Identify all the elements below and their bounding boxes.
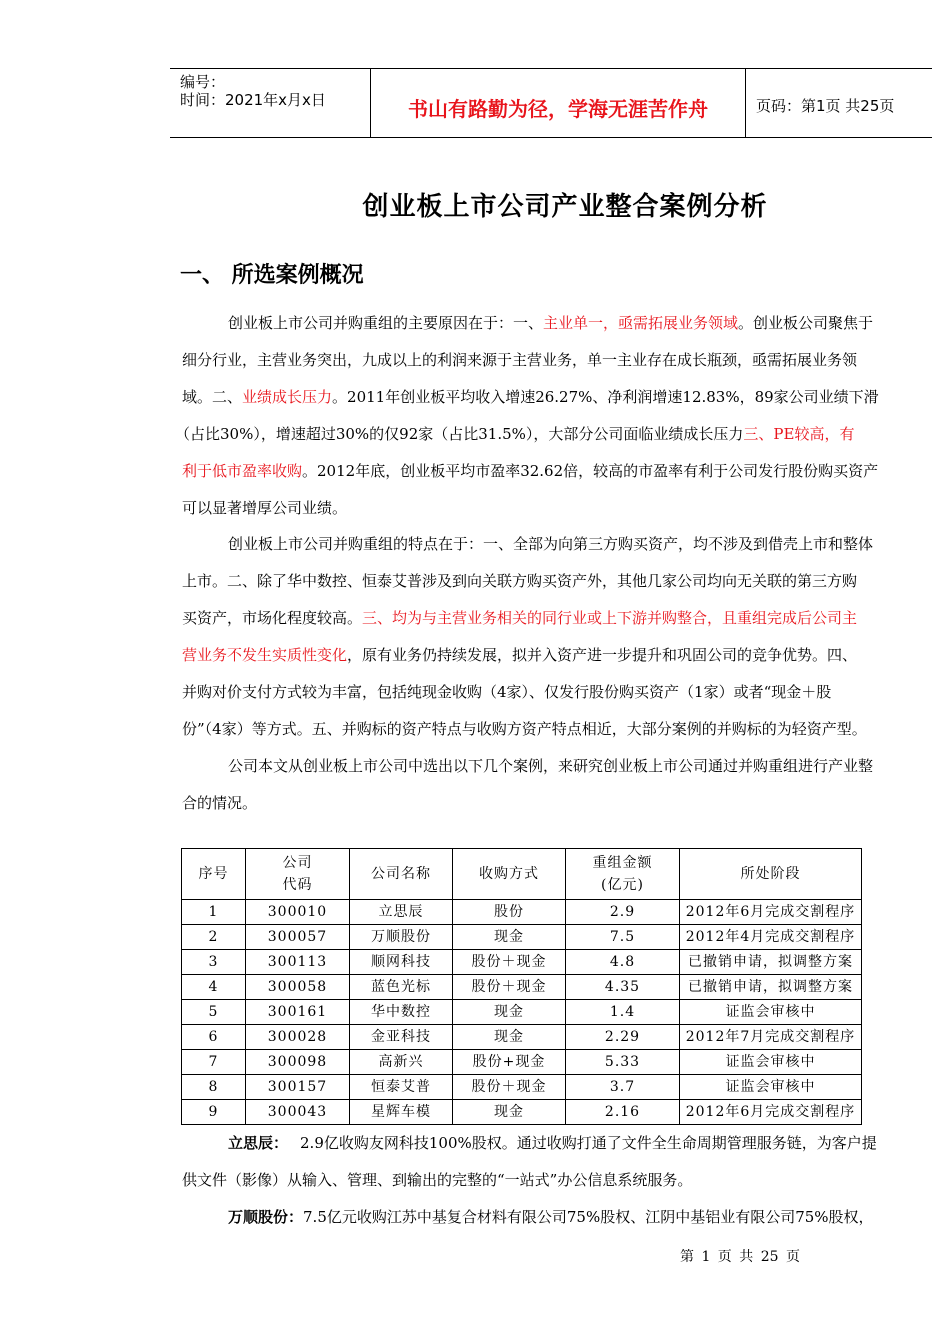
cell-amount: 4.8 [566,950,680,975]
doc-number-label: 编号： [180,73,226,91]
text-run: 。2011年创业板平均收入增速26.27%、净利润增速12.83%，89家公司业绩下滑 [332,388,879,406]
header-page-cell [746,69,932,137]
cell-method: 股份+现金 [453,1050,566,1075]
page-header [170,68,932,138]
cell-method: 现金 [453,1100,566,1125]
table-row [182,1050,862,1075]
cell-method: 现金 [453,1025,566,1050]
cell-code: 300161 [246,1000,350,1025]
cell-amount: 7.5 [566,925,680,950]
header-cell-code [246,849,350,900]
cell-code: 300043 [246,1100,350,1125]
cell-amount: 2.29 [566,1025,680,1050]
cell-method: 现金 [453,925,566,950]
highlight-text: 利于低市盈率收购 [182,462,303,480]
text-run: 买资产，市场化程度较高。 [182,609,363,627]
page-number-label: 页码：第1页 共25页 [756,97,895,115]
cell-code: 300057 [246,925,350,950]
paragraph-line: 细分行业，主营业务突出，九成以上的利润来源于主营业务，单一主业存在成长瓶颈，亟需拓展业务领 [182,351,858,369]
cell-code: 300058 [246,975,350,1000]
highlight-text: 业绩成长压力 [242,388,333,406]
cell-amount: 2.16 [566,1100,680,1125]
cell-no: 3 [182,950,246,975]
page-footer: 第 1 页 共 25 页 [680,1249,800,1265]
highlight-text: 三、PE较高，有 [743,425,855,443]
table-row [182,900,862,925]
paragraph-line: 创业板上市公司并购重组的特点在于：一、全部为向第三方购买资产，均不涉及到借壳上市和整体 [228,535,874,553]
paragraph-line: 并购对价支付方式较为丰富，包括纯现金收购（4家）、仅发行股份购买资产（1家）或者“现金＋股 [182,683,832,701]
highlight-text: 三、均为与主营业务相关的同行业或上下游并购整合，且重组完成后公司主 [362,609,858,627]
paragraph-line: 上市。二、除了华中数控、恒泰艾普涉及到向关联方购买资产外，其他几家公司均向无关联的第三方购 [182,572,858,590]
header-text: (亿元) [601,877,644,893]
cell-name: 金亚科技 [350,1025,453,1050]
cell-name: 蓝色光标 [350,975,453,1000]
doc-time-label: 时间：2021年x月x日 [180,91,326,109]
case-label: 万顺股份： [228,1208,304,1226]
cell-method: 股份＋现金 [453,975,566,1000]
table-row [182,1100,862,1125]
cell-stage: 证监会审核中 [680,1050,862,1075]
cell-no: 6 [182,1025,246,1050]
cell-amount: 2.9 [566,900,680,925]
case-label: 立思辰： [228,1134,289,1152]
cell-code: 300113 [246,950,350,975]
cell-amount: 5.33 [566,1050,680,1075]
header-cell-method: 收购方式 [453,849,566,900]
text-run: 7.5亿元收购江苏中基复合材料有限公司75%股权、江阴中基铝业有限公司75%股权， [303,1208,874,1226]
cell-name: 华中数控 [350,1000,453,1025]
header-text: 重组金额 [592,855,653,871]
case-line [228,1133,877,1153]
cell-code: 300028 [246,1025,350,1050]
paragraph-line [182,608,857,628]
table-row [182,950,862,975]
cell-stage: 2012年6月完成交割程序 [680,1100,862,1125]
cases-table [181,848,862,1125]
cell-name: 高新兴 [350,1050,453,1075]
paragraph-line: 合的情况。 [182,794,258,812]
paragraph-line [182,645,857,665]
header-cell-no: 序号 [182,849,246,900]
paragraph-line [182,387,879,407]
cell-stage: 2012年6月完成交割程序 [680,900,862,925]
cell-name: 立思辰 [350,900,453,925]
cell-no: 9 [182,1100,246,1125]
cell-name: 星辉车模 [350,1100,453,1125]
case-line [228,1207,874,1227]
header-text: 代码 [282,877,313,893]
table-row [182,975,862,1000]
cell-method: 现金 [453,1000,566,1025]
paragraph-line: 可以显著增厚公司业绩。 [182,499,348,517]
cell-no: 2 [182,925,246,950]
cell-method: 股份 [453,900,566,925]
cell-code: 300010 [246,900,350,925]
cell-stage: 证监会审核中 [680,1000,862,1025]
section-heading: 一、 所选案例概况 [180,263,364,288]
cell-name: 万顺股份 [350,925,453,950]
text-run: （占比30%），增速超过30%的仅92家（占比31.5%），大部分公司面临业绩成长压力 [175,425,744,443]
paragraph-line [228,313,873,333]
cell-stage: 2012年7月完成交割程序 [680,1025,862,1050]
table-row [182,1000,862,1025]
cell-code: 300157 [246,1075,350,1100]
header-meta-cell [170,69,370,137]
cell-no: 4 [182,975,246,1000]
cell-stage: 2012年4月完成交割程序 [680,925,862,950]
table-header-row [182,849,862,900]
motto-text: 书山有路勤为径，学海无涯苦作舟 [408,97,708,121]
cell-method: 股份＋现金 [453,1075,566,1100]
table-row [182,925,862,950]
cell-no: 8 [182,1075,246,1100]
paragraph-line: 份”（4家）等方式。五、并购标的资产特点与收购方资产特点相近，大部分案例的并购标的为轻资产型。 [182,720,867,738]
header-cell-stage: 所处阶段 [680,849,862,900]
header-cell-amount [566,849,680,900]
text-run: 创业板上市公司并购重组的主要原因在于：一、 [228,314,544,332]
paragraph-line [175,424,854,444]
header-cell-name: 公司名称 [350,849,453,900]
text-run: 域。二、 [182,388,243,406]
cell-stage: 证监会审核中 [680,1075,862,1100]
text-run: ，原有业务仍持续发展，拟并入资产进一步提升和巩固公司的竞争优势。四、 [347,646,858,664]
paragraph-line: 公司本文从创业板上市公司中选出以下几个案例，来研究创业板上市公司通过并购重组进行产业整 [228,757,874,775]
cell-amount: 4.35 [566,975,680,1000]
text-run: 2.9亿收购友网科技100%股权。通过收购打通了文件全生命周期管理服务链，为客户提 [300,1134,877,1152]
table-row [182,1075,862,1100]
text-run: 。创业板公司聚焦于 [738,314,874,332]
cell-amount: 1.4 [566,1000,680,1025]
cell-amount: 3.7 [566,1075,680,1100]
cell-stage: 已撤销申请，拟调整方案 [680,975,862,1000]
case-line: 供文件（影像）从输入、管理、到输出的完整的“一站式”办公信息系统服务。 [182,1171,693,1189]
highlight-text: 主业单一，亟需拓展业务领域 [543,314,739,332]
cell-name: 恒泰艾普 [350,1075,453,1100]
cell-no: 5 [182,1000,246,1025]
table-row [182,1025,862,1050]
header-text: 公司 [282,855,313,871]
cell-stage: 已撤销申请，拟调整方案 [680,950,862,975]
cell-code: 300098 [246,1050,350,1075]
cell-method: 股份＋现金 [453,950,566,975]
cell-no: 1 [182,900,246,925]
document-title: 创业板上市公司产业整合案例分析 [362,192,768,222]
header-motto-cell [370,69,746,137]
paragraph-line [182,461,878,481]
highlight-text: 营业务不发生实质性变化 [182,646,348,664]
cell-name: 顺网科技 [350,950,453,975]
cell-no: 7 [182,1050,246,1075]
text-run: 。2012年底，创业板平均市盈率32.62倍，较高的市盈率有利于公司发行股份购买资产 [302,462,879,480]
